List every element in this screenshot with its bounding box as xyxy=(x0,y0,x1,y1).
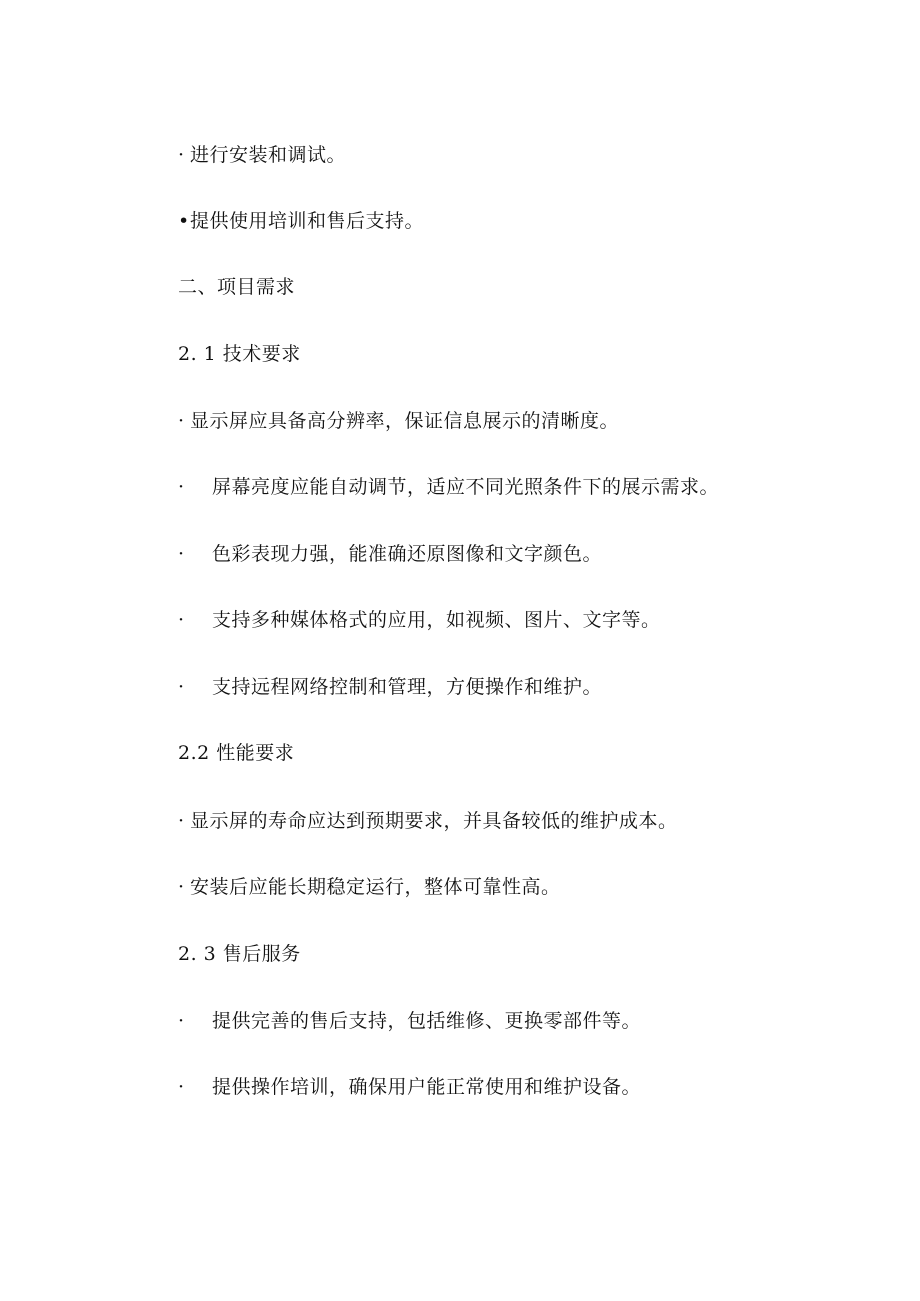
list-item-text: 支持多种媒体格式的应用，如视频、图片、文字等。 xyxy=(212,609,661,631)
list-item xyxy=(178,808,678,834)
list-item-text: 支持远程网络控制和管理，方便操作和维护。 xyxy=(212,676,603,698)
list-item-text: 屏幕亮度应能自动调节，适应不同光照条件下的展示需求。 xyxy=(212,476,720,498)
list-item xyxy=(178,607,661,633)
list-item xyxy=(178,874,561,900)
heading-text: 2. 3 售后服务 xyxy=(178,943,301,965)
subsection-heading xyxy=(178,941,301,967)
list-item xyxy=(178,208,424,234)
list-item xyxy=(178,142,346,168)
list-item-text: 显示屏的寿命应达到预期要求，并具备较低的维护成本。 xyxy=(190,810,678,832)
list-item-text: 安装后应能长期稳定运行，整体可靠性高。 xyxy=(190,876,561,898)
heading-text: 二、项目需求 xyxy=(178,276,296,298)
list-item-text: 提供使用培训和售后支持。 xyxy=(190,210,425,232)
bullet: · xyxy=(178,144,185,166)
bullet: · xyxy=(178,676,185,698)
bullet: · xyxy=(178,543,185,565)
subsection-heading xyxy=(178,341,301,367)
list-item-text: 提供完善的售后支持，包括维修、更换零部件等。 xyxy=(212,1010,642,1032)
list-item-text: 显示屏应具备高分辨率，保证信息展示的清晰度。 xyxy=(190,410,620,432)
section-heading xyxy=(178,274,295,300)
list-item-text: 色彩表现力强，能准确还原图像和文字颜色。 xyxy=(212,543,603,565)
list-item-text: 提供操作培训，确保用户能正常使用和维护设备。 xyxy=(212,1076,642,1098)
subsection-heading xyxy=(178,740,294,766)
heading-text: 2. 1 技术要求 xyxy=(178,343,301,365)
list-item xyxy=(178,1074,641,1100)
heading-text: 2.2 性能要求 xyxy=(178,742,295,764)
bullet: · xyxy=(178,1010,185,1032)
bullet: · xyxy=(178,476,185,498)
bullet: · xyxy=(178,876,185,898)
bullet: · xyxy=(178,609,185,631)
list-item xyxy=(178,474,719,500)
bullet: • xyxy=(178,210,190,232)
list-item xyxy=(178,1008,641,1034)
list-item xyxy=(178,541,602,567)
bullet: · xyxy=(178,410,185,432)
bullet: · xyxy=(178,1076,185,1098)
bullet: · xyxy=(178,810,185,832)
list-item-text: 进行安装和调试。 xyxy=(190,144,347,166)
list-item xyxy=(178,408,619,434)
list-item xyxy=(178,674,602,700)
